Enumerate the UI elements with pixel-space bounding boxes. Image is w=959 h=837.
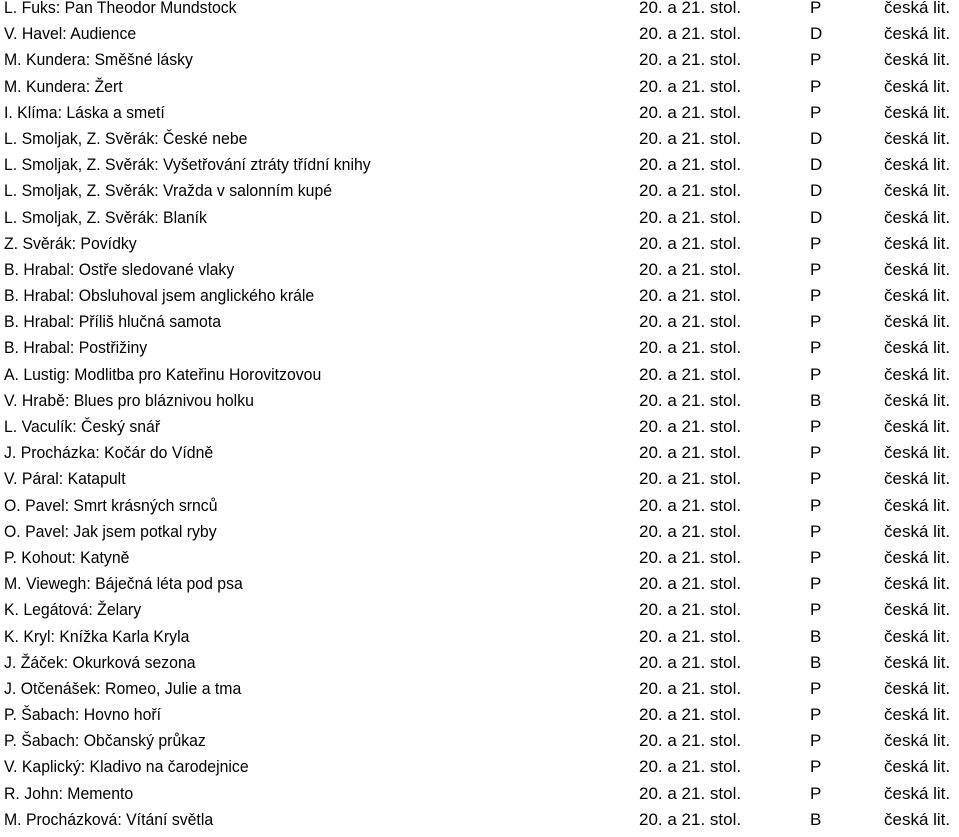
book-title: B. Hrabal: Postřižiny: [4, 338, 148, 358]
book-literature: česká lit.: [884, 312, 951, 332]
book-title: B. Hrabal: Ostře sledované vlaky: [4, 259, 235, 279]
book-title: K. Kryl: Knížka Karla Kryla: [4, 626, 190, 646]
book-genre: P: [810, 0, 822, 17]
book-literature: česká lit.: [884, 128, 951, 148]
book-title: P. Šabach: Občanský průkaz: [4, 731, 206, 751]
book-row: [4, 47, 959, 73]
book-row: [4, 74, 959, 100]
book-title: L. Vaculík: Český snář: [4, 417, 161, 436]
book-title: M. Kundera: Žert: [4, 76, 123, 96]
book-literature: česká lit.: [884, 24, 951, 44]
book-literature: česká lit.: [884, 757, 951, 777]
book-genre: P: [810, 547, 822, 567]
book-title: J. Procházka: Kočár do Vídně: [4, 443, 214, 463]
book-title: V. Páral: Katapult: [4, 469, 126, 489]
book-genre: P: [810, 286, 822, 306]
book-genre: D: [810, 128, 823, 148]
book-literature: česká lit.: [884, 731, 951, 751]
book-genre: P: [810, 783, 822, 803]
book-genre: P: [810, 600, 822, 620]
book-genre: D: [810, 24, 823, 44]
book-genre: P: [810, 574, 822, 594]
book-genre: P: [810, 76, 822, 96]
book-genre: P: [810, 705, 822, 725]
book-period: 20. a 21. stol.: [639, 469, 742, 489]
book-literature: česká lit.: [884, 469, 951, 489]
book-period: 20. a 21. stol.: [639, 417, 742, 436]
book-period: 20. a 21. stol.: [639, 128, 742, 148]
book-row: [4, 754, 959, 780]
book-period: 20. a 21. stol.: [639, 364, 742, 384]
book-literature: česká lit.: [884, 417, 951, 436]
book-genre: D: [810, 181, 823, 201]
book-genre: B: [810, 390, 822, 410]
book-period: 20. a 21. stol.: [639, 678, 742, 698]
book-genre: P: [810, 364, 822, 384]
book-literature: česká lit.: [884, 600, 951, 620]
book-title: O. Pavel: Jak jsem potkal ryby: [4, 521, 217, 541]
book-literature: česká lit.: [884, 207, 951, 227]
book-period: 20. a 21. stol.: [639, 102, 742, 122]
book-literature: česká lit.: [884, 338, 951, 358]
book-row: [4, 493, 959, 519]
book-period: 20. a 21. stol.: [639, 286, 742, 306]
book-genre: P: [810, 469, 822, 489]
book-list: [4, 0, 959, 833]
book-period: 20. a 21. stol.: [639, 76, 742, 96]
book-title: L. Fuks: Pan Theodor Mundstock: [4, 0, 237, 17]
book-period: 20. a 21. stol.: [639, 233, 742, 253]
book-row: [4, 21, 959, 47]
book-period: 20. a 21. stol.: [639, 809, 742, 829]
book-title: L. Smoljak, Z. Svěrák: Vyšetřování ztráty třídní knihy: [4, 155, 371, 175]
book-period: 20. a 21. stol.: [639, 24, 742, 44]
book-literature: česká lit.: [884, 809, 951, 829]
book-literature: česká lit.: [884, 181, 951, 201]
book-genre: P: [810, 338, 822, 358]
book-row: [4, 624, 959, 650]
book-literature: česká lit.: [884, 259, 951, 279]
book-genre: P: [810, 50, 822, 70]
book-row: [4, 728, 959, 754]
book-row: [4, 231, 959, 257]
book-genre: D: [810, 155, 823, 175]
book-literature: česká lit.: [884, 0, 951, 17]
book-genre: B: [810, 626, 822, 646]
book-row: [4, 597, 959, 623]
book-literature: česká lit.: [884, 521, 951, 541]
book-literature: česká lit.: [884, 574, 951, 594]
book-genre: P: [810, 312, 822, 332]
book-literature: česká lit.: [884, 102, 951, 122]
book-title: B. Hrabal: Obsluhoval jsem anglického krále: [4, 286, 315, 306]
book-row: [4, 545, 959, 571]
book-period: 20. a 21. stol.: [639, 50, 742, 70]
book-row: [4, 362, 959, 388]
book-period: 20. a 21. stol.: [639, 652, 742, 672]
book-literature: česká lit.: [884, 390, 951, 410]
book-title: L. Smoljak, Z. Svěrák: Vražda v salonním kupé: [4, 181, 333, 201]
book-period: 20. a 21. stol.: [639, 495, 742, 515]
book-row: [4, 178, 959, 204]
book-genre: P: [810, 495, 822, 515]
book-literature: česká lit.: [884, 50, 951, 70]
book-row: [4, 388, 959, 414]
book-genre: P: [810, 731, 822, 751]
book-literature: česká lit.: [884, 783, 951, 803]
book-row: [4, 100, 959, 126]
book-period: 20. a 21. stol.: [639, 443, 742, 463]
book-genre: D: [810, 207, 823, 227]
book-row: [4, 466, 959, 492]
book-row: [4, 702, 959, 728]
book-literature: česká lit.: [884, 678, 951, 698]
book-title: Z. Svěrák: Povídky: [4, 233, 137, 253]
book-literature: česká lit.: [884, 443, 951, 463]
book-row: [4, 152, 959, 178]
book-period: 20. a 21. stol.: [639, 626, 742, 646]
book-period: 20. a 21. stol.: [639, 155, 742, 175]
book-period: 20. a 21. stol.: [639, 312, 742, 332]
book-row: [4, 571, 959, 597]
book-row: [4, 335, 959, 361]
book-period: 20. a 21. stol.: [639, 181, 742, 201]
book-title: A. Lustig: Modlitba pro Kateřinu Horovitzovou: [4, 364, 322, 384]
book-period: 20. a 21. stol.: [639, 0, 742, 17]
book-genre: P: [810, 233, 822, 253]
book-row: [4, 257, 959, 283]
book-literature: česká lit.: [884, 495, 951, 515]
book-row: [4, 414, 959, 440]
book-period: 20. a 21. stol.: [639, 600, 742, 620]
book-literature: česká lit.: [884, 705, 951, 725]
book-genre: P: [810, 678, 822, 698]
book-title: K. Legátová: Želary: [4, 600, 142, 620]
book-title: J. Otčenášek: Romeo, Julie a tma: [4, 678, 242, 698]
book-title: R. John: Memento: [4, 783, 134, 803]
book-row: [4, 519, 959, 545]
book-title: M. Viewegh: Báječná léta pod psa: [4, 574, 243, 594]
book-row: [4, 309, 959, 335]
book-title: P. Kohout: Katyně: [4, 547, 130, 567]
book-period: 20. a 21. stol.: [639, 731, 742, 751]
book-row: [4, 283, 959, 309]
book-genre: P: [810, 102, 822, 122]
book-literature: česká lit.: [884, 286, 951, 306]
book-title: B. Hrabal: Příliš hlučná samota: [4, 312, 222, 332]
book-title: O. Pavel: Smrt krásných srnců: [4, 495, 218, 515]
book-period: 20. a 21. stol.: [639, 783, 742, 803]
book-title: L. Smoljak, Z. Svěrák: Blaník: [4, 207, 207, 227]
book-title: L. Smoljak, Z. Svěrák: České nebe: [4, 128, 248, 148]
book-genre: P: [810, 417, 822, 436]
book-title: M. Kundera: Směšné lásky: [4, 50, 193, 70]
book-row: [4, 807, 959, 833]
book-period: 20. a 21. stol.: [639, 574, 742, 594]
book-title: I. Klíma: Láska a smetí: [4, 102, 165, 122]
book-period: 20. a 21. stol.: [639, 390, 742, 410]
book-title: V. Kaplický: Kladivo na čarodejnice: [4, 757, 249, 777]
book-row: [4, 781, 959, 807]
book-row: [4, 126, 959, 152]
book-title: M. Procházková: Vítání světla: [4, 809, 214, 829]
book-literature: česká lit.: [884, 626, 951, 646]
book-title: J. Žáček: Okurková sezona: [4, 652, 196, 672]
book-literature: česká lit.: [884, 364, 951, 384]
book-title: V. Hrabě: Blues pro bláznivou holku: [4, 390, 254, 410]
book-row: [4, 0, 959, 21]
book-genre: P: [810, 521, 822, 541]
book-genre: P: [810, 443, 822, 463]
book-genre: B: [810, 809, 822, 829]
book-period: 20. a 21. stol.: [639, 259, 742, 279]
book-title: V. Havel: Audience: [4, 24, 137, 44]
book-period: 20. a 21. stol.: [639, 338, 742, 358]
book-period: 20. a 21. stol.: [639, 207, 742, 227]
book-row: [4, 440, 959, 466]
book-period: 20. a 21. stol.: [639, 705, 742, 725]
book-literature: česká lit.: [884, 155, 951, 175]
book-genre: P: [810, 259, 822, 279]
book-literature: česká lit.: [884, 652, 951, 672]
book-period: 20. a 21. stol.: [639, 521, 742, 541]
book-literature: česká lit.: [884, 547, 951, 567]
book-literature: česká lit.: [884, 76, 951, 96]
book-row: [4, 650, 959, 676]
book-period: 20. a 21. stol.: [639, 757, 742, 777]
book-period: 20. a 21. stol.: [639, 547, 742, 567]
book-row: [4, 676, 959, 702]
book-genre: P: [810, 757, 822, 777]
book-genre: B: [810, 652, 822, 672]
book-literature: česká lit.: [884, 233, 951, 253]
book-row: [4, 205, 959, 231]
book-title: P. Šabach: Hovno hoří: [4, 705, 162, 725]
